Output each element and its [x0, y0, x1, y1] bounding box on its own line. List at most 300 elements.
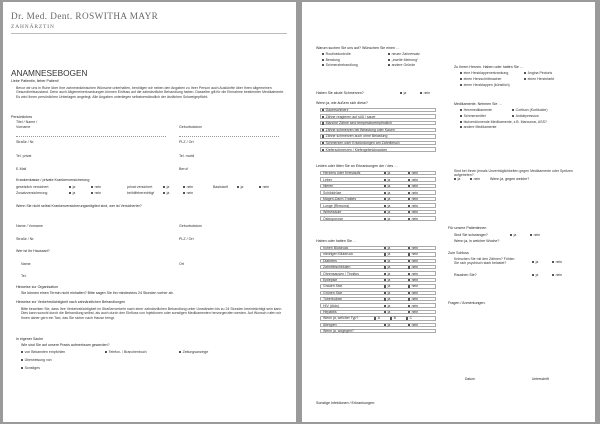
checkbox-icon — [384, 305, 386, 307]
checkbox-label: ja — [387, 184, 391, 189]
pregnant-question: Sind Sie schwanger? — [454, 233, 488, 237]
checkbox-icon — [408, 185, 410, 187]
heart-option[interactable] — [524, 72, 552, 76]
tel-privat-label: Tel. privat — [16, 154, 32, 158]
vorname-label: Vorname — [16, 125, 31, 129]
pregnant-ja-checkbox[interactable]: ja — [510, 234, 516, 238]
gp-tel-label: Tel. — [21, 274, 27, 278]
pain-question: Haben Sie akute Schmerzen? — [316, 91, 364, 95]
gp-question: Wer ist Ihr Hausarzt? — [16, 249, 50, 253]
checkbox-label: nein — [411, 184, 419, 189]
gp-ort-label: Ort — [179, 262, 184, 266]
condition-label: Allergien — [323, 322, 337, 327]
checkbox-icon — [322, 129, 324, 131]
privat-label: privat versichert — [127, 185, 153, 189]
footer-signature-label: Unterschrift — [532, 377, 549, 381]
checkbox-icon — [384, 273, 386, 275]
checkbox-icon — [390, 317, 392, 319]
organisation-text: Sie können einen Termin nicht einhalten? Bitte sagen Sie ihn mindestens 24 Stunden vorher ab. — [21, 291, 174, 295]
condition-row-box — [320, 278, 436, 282]
checkbox-icon — [179, 351, 181, 353]
pain-option[interactable] — [322, 116, 376, 120]
reason-option[interactable] — [388, 64, 415, 68]
condition-nein-checkbox[interactable] — [408, 273, 418, 277]
doctor-name: Dr. Med. Dent. ROSWITHA MAYR — [11, 11, 159, 21]
checkbox-label: von Bekannten empfohlen — [24, 350, 66, 355]
medication-option[interactable] — [460, 126, 496, 130]
basistarif-ja-checkbox[interactable]: ja — [237, 186, 243, 190]
checkbox-icon — [408, 192, 410, 194]
privat-nein-checkbox[interactable]: nein — [183, 186, 193, 190]
pain-option[interactable] — [322, 135, 387, 139]
beihilfe-nein-checkbox[interactable]: nein — [183, 192, 193, 196]
checkbox-icon — [460, 126, 462, 128]
checkbox-label: ja — [387, 290, 391, 295]
protection-q1-ja-checkbox[interactable]: ja — [532, 261, 538, 265]
checkbox-icon — [408, 198, 410, 200]
checkbox-icon — [460, 121, 462, 123]
checkbox-label: ja — [387, 177, 391, 182]
condition-ja-checkbox[interactable] — [384, 247, 390, 251]
heart-option[interactable] — [460, 78, 502, 82]
protection-q1: Knirschen Sie mit den Zähnen? Fühlen Sie sich psychisch stark belastet? — [454, 257, 515, 266]
condition-nein-checkbox[interactable] — [408, 247, 418, 251]
beihilfe-ja-checkbox[interactable]: ja — [163, 192, 169, 196]
checkbox-label: einen Herzschrittmacher — [463, 77, 502, 82]
condition-ja-checkbox[interactable] — [384, 273, 390, 277]
heart-option[interactable] — [460, 72, 508, 76]
checkbox-label: Schmerzen oder Entzündungen am Zahnfleisch — [325, 141, 400, 146]
beruf-label: Beruf — [179, 167, 188, 171]
form-page-1 — [3, 2, 296, 422]
condition-nein-checkbox[interactable] — [408, 292, 418, 296]
checkbox-label: andere Medikamente — [463, 125, 497, 130]
condition-nein-checkbox[interactable] — [408, 253, 418, 257]
checkbox-label: nein — [411, 310, 419, 315]
header-divider — [11, 33, 287, 34]
insured-question: Wenn Sie nicht selbst Krankenversicherungsmitglied sind, wer ist Versicherter? — [16, 204, 142, 208]
checkbox-icon — [322, 59, 324, 61]
checkbox-label: andere Gründe — [391, 63, 416, 68]
checkbox-label: Zähne schmerzen auch ohne Belastung — [325, 134, 388, 139]
condition-ja-checkbox[interactable] — [384, 279, 390, 283]
reason-question: Warum suchen Sie uns auf? Wünschen Sie einen … — [316, 46, 400, 50]
checkbox-label: nein — [411, 210, 419, 215]
checkbox-icon — [384, 179, 386, 181]
condition-ja-checkbox[interactable] — [384, 311, 390, 315]
condition-nein-checkbox[interactable] — [408, 298, 418, 302]
own-heading: In eigener Sache — [16, 337, 44, 341]
disease-nein-checkbox[interactable] — [408, 205, 418, 209]
checkbox-label: nein — [411, 278, 419, 283]
medication-option[interactable] — [460, 115, 486, 119]
checkbox-icon — [408, 260, 410, 262]
checkbox-icon — [460, 109, 462, 111]
condition-ja-checkbox[interactable] — [384, 266, 390, 270]
checkbox-icon — [408, 205, 410, 207]
plz-label: PLZ / Ort — [179, 140, 194, 144]
checkbox-label: Cortison (Kortikoide) — [515, 108, 548, 113]
checkbox-label: ja — [387, 284, 391, 289]
checkbox-icon — [322, 135, 324, 137]
checkbox-label: nein — [411, 290, 419, 295]
checkbox-label: B — [393, 316, 396, 321]
disease-ja-checkbox[interactable] — [384, 172, 390, 176]
condition-nein-checkbox[interactable] — [408, 260, 418, 264]
reason-option[interactable] — [322, 53, 351, 57]
checkbox-icon — [322, 142, 324, 144]
other-label: Sonstige Infektionen / Erkrankungen: — [316, 401, 375, 405]
checkbox-label: Antidepressiva — [515, 114, 539, 119]
condition-ja-checkbox[interactable] — [384, 324, 390, 328]
pain-option[interactable] — [322, 129, 395, 133]
checkbox-icon — [388, 64, 390, 66]
referral-option[interactable] — [21, 351, 65, 355]
condition-label: Hepatitis — [323, 310, 337, 314]
disease-nein-checkbox[interactable] — [408, 198, 418, 202]
condition-ja-checkbox[interactable] — [384, 253, 390, 257]
name-field[interactable] — [16, 136, 166, 137]
personal-heading: Persönliches — [11, 115, 33, 119]
condition-ja-checkbox[interactable] — [384, 260, 390, 264]
checkbox-label: nein — [411, 171, 419, 176]
checkbox-label: blutverdünnende Medikamente, z.B. Marcumar, ASS? — [463, 120, 547, 125]
disease-label: Schilddrüse — [323, 190, 342, 195]
zusatz-label: Zusatzversicherung — [16, 191, 48, 195]
pain-ja-checkbox[interactable]: ja — [400, 92, 406, 96]
pain-option[interactable] — [322, 122, 392, 126]
checkbox-icon — [408, 285, 410, 287]
geburtsdatum-label: Geburtsdatum — [179, 125, 202, 129]
referral-option[interactable] — [21, 359, 52, 363]
disease-ja-checkbox[interactable] — [384, 211, 390, 215]
medication-option[interactable] — [460, 121, 547, 125]
checkbox-label: Manche Zähne sind temperaturempfindlich — [325, 121, 392, 126]
checkbox-icon — [384, 172, 386, 174]
disease-ja-checkbox[interactable] — [384, 218, 390, 222]
checkbox-label: einen Herzinfarkt — [527, 77, 555, 82]
gp-name-label: Name — [21, 262, 31, 266]
basistarif-label: Basistarif — [213, 185, 228, 189]
checkbox-label: Schmerzbehandlung — [325, 63, 358, 68]
insured-strasse-label: Straße / Nr. — [16, 237, 35, 241]
disease-label: Leber — [323, 177, 332, 182]
checkbox-icon — [406, 317, 408, 319]
checkbox-icon — [384, 205, 386, 207]
condition-label: Ohrensausen / Tinnitus — [323, 271, 359, 276]
women-heading: Für unsere Patientinnen — [448, 226, 487, 230]
checkbox-label: ja — [387, 310, 391, 315]
strasse-label: Straße / Nr. — [16, 140, 35, 144]
disease-nein-checkbox[interactable] — [408, 185, 418, 189]
disease-ja-checkbox[interactable] — [384, 185, 390, 189]
checkbox-label: nein — [411, 303, 419, 308]
condition-nein-checkbox[interactable] — [408, 279, 418, 283]
checkbox-label: ja — [387, 258, 391, 263]
condition-ja-checkbox[interactable] — [384, 285, 390, 289]
disease-label: Osteoporose — [323, 216, 344, 221]
checkbox-label: Dauerschmerz — [325, 108, 349, 113]
checkbox-icon — [384, 218, 386, 220]
checkbox-label: ja — [387, 210, 391, 215]
checkbox-icon — [408, 311, 410, 313]
checkbox-label: C — [409, 316, 413, 321]
hepatitis-type-a-checkbox[interactable] — [374, 317, 380, 321]
checkbox-icon — [384, 211, 386, 213]
checkbox-icon — [322, 53, 324, 55]
reason-option[interactable] — [322, 64, 358, 68]
checkbox-icon — [384, 192, 386, 194]
checkbox-label: ja — [387, 265, 391, 270]
checkbox-label: ja — [387, 197, 391, 202]
referral-option[interactable] — [21, 367, 40, 371]
email-label: E-Mail — [16, 167, 27, 171]
condition-nein-checkbox[interactable] — [408, 311, 418, 315]
disease-ja-checkbox[interactable] — [384, 205, 390, 209]
pain-option[interactable] — [322, 109, 348, 113]
checkbox-label: Sonstiges — [24, 366, 40, 371]
disease-label: Wirbelsäule — [323, 210, 342, 214]
condition-label: hohen Blutdruck — [323, 246, 349, 250]
condition-nein-checkbox[interactable] — [408, 266, 418, 270]
checkbox-label: ja — [387, 303, 391, 308]
checkbox-icon — [384, 285, 386, 287]
checkbox-icon — [384, 292, 386, 294]
zusatz-ja-checkbox[interactable]: ja — [69, 192, 75, 196]
checkbox-label: Schmerzmittel — [463, 114, 486, 119]
condition-label: Epilepsie — [323, 278, 338, 282]
referral-option[interactable] — [105, 351, 147, 355]
checkbox-icon — [512, 115, 514, 117]
checkbox-label: A — [377, 316, 380, 321]
heart-option[interactable] — [460, 84, 510, 88]
checkbox-icon — [322, 149, 324, 151]
checkbox-icon — [384, 198, 386, 200]
drug-reaction-ja-checkbox[interactable]: ja — [454, 178, 460, 182]
medication-option[interactable] — [512, 115, 539, 119]
reason-option[interactable] — [322, 59, 340, 63]
checkbox-icon — [384, 247, 386, 249]
disease-ja-checkbox[interactable] — [384, 198, 390, 202]
checkbox-label: ja — [387, 322, 391, 327]
birthdate-field[interactable] — [179, 136, 279, 137]
questions-label: Fragen / Anmerkungen: — [448, 301, 486, 305]
checkbox-label: nein — [411, 246, 419, 251]
checkbox-icon — [408, 298, 410, 300]
checkbox-icon — [384, 311, 386, 313]
protection-q1-nein-checkbox[interactable]: nein — [552, 261, 562, 265]
checkbox-label: nein — [411, 265, 419, 270]
checkbox-label: nein — [411, 203, 419, 208]
checkbox-label: ja — [387, 171, 391, 176]
checkbox-label: Herzmedikamente — [463, 108, 492, 113]
organisation-heading: Hinweise zur Organisation — [16, 285, 58, 289]
protection-q2-nein-checkbox[interactable]: nein — [552, 274, 562, 278]
drug-reaction-question: Sind bei Ihnen jemals Unverträglichkeiten gegen Medikamente oder Spritzen aufgetreten? — [454, 169, 573, 178]
gesetzlich-nein-checkbox[interactable]: nein — [91, 186, 101, 190]
diseases-question: Leiden oder litten Sie an Erkrankungen der / des … — [316, 164, 398, 168]
pain-option[interactable] — [322, 142, 400, 146]
doctor-role: ZAHNÄRZTIN — [11, 24, 55, 30]
checkbox-icon — [460, 84, 462, 86]
checkbox-label: nein — [411, 252, 419, 257]
checkbox-label: ja — [387, 252, 391, 257]
condition-label: Grauen Star — [323, 284, 343, 289]
checkbox-label: nein — [411, 271, 419, 276]
insured-name-label: Name / Vorname — [16, 224, 43, 228]
checkbox-icon — [408, 247, 410, 249]
condition-ja-checkbox[interactable] — [384, 298, 390, 302]
disease-label: Herzens oder Kreislaufs — [323, 171, 361, 175]
form-page-2 — [302, 2, 595, 422]
checkbox-label: Beratung — [325, 57, 340, 62]
checkbox-label: ja — [387, 203, 391, 208]
disease-row-box — [320, 184, 436, 188]
checkbox-label: Telefon- / Branchenbuch — [108, 350, 147, 355]
titel-name-label: Titel / Name / — [16, 120, 38, 124]
disease-label: Nieren — [323, 184, 334, 188]
checkbox-label: Routinekontrolle — [325, 52, 351, 57]
footer-date-label: Datum — [465, 377, 475, 381]
checkbox-icon — [21, 367, 23, 369]
condition-label: HIV (Aids) — [323, 303, 339, 308]
meds-question: Medikamente. Nehmen Sie … — [454, 102, 502, 106]
disease-row-box — [320, 177, 436, 181]
checkbox-icon — [408, 273, 410, 275]
own-question: Wie sind Sie auf unsere Praxis aufmerksam geworden? — [21, 343, 110, 347]
disease-ja-checkbox[interactable] — [384, 192, 390, 196]
which-week-question: Wenn ja, in welcher Woche? — [454, 239, 500, 243]
pregnant-nein-checkbox[interactable]: nein — [530, 234, 540, 238]
checkbox-icon — [384, 260, 386, 262]
disease-nein-checkbox[interactable] — [408, 192, 418, 196]
hepatitis-type-b-checkbox[interactable] — [390, 317, 396, 321]
pain-nein-checkbox[interactable]: nein — [420, 92, 430, 96]
privat-ja-checkbox[interactable]: ja — [163, 186, 169, 190]
disease-ja-checkbox[interactable] — [384, 179, 390, 183]
protection-q2-ja-checkbox[interactable]: ja — [532, 274, 538, 278]
checkbox-icon — [408, 211, 410, 213]
condition-label: Wenn ja, wogegen? — [323, 329, 354, 334]
checkbox-icon — [524, 72, 526, 74]
checkbox-label: Überweisung von — [24, 358, 52, 363]
insured-birthdate-label: Geburtsdatum — [179, 224, 202, 228]
checkbox-icon — [512, 109, 514, 111]
checkbox-icon — [322, 64, 324, 66]
checkbox-label: nein — [411, 190, 419, 195]
disease-nein-checkbox[interactable] — [408, 179, 418, 183]
page-title: ANAMNESEBOGEN — [11, 68, 88, 78]
checkbox-label: einen Herzklappen (künstlich) — [463, 83, 510, 88]
reason-option[interactable] — [388, 53, 420, 57]
condition-label: Tuberkulose — [323, 297, 343, 302]
condition-label: niedrigen Blutdruck — [323, 252, 353, 257]
checkbox-icon — [384, 279, 386, 281]
questions-textarea[interactable] — [448, 308, 578, 374]
checkbox-label: Zeitungsanzeige — [182, 350, 209, 355]
checkbox-icon — [408, 179, 410, 181]
basistarif-nein-checkbox[interactable]: nein — [259, 186, 269, 190]
pain-where: Wenn ja, wie äußern sich diese? — [316, 101, 368, 105]
condition-row-box — [320, 310, 436, 314]
gesetzlich-ja-checkbox[interactable]: ja — [69, 186, 75, 190]
checkbox-label: ja — [387, 271, 391, 276]
disease-label: Magen-Darm-Traktes — [323, 197, 357, 201]
checkbox-icon — [322, 109, 324, 111]
condition-nein-checkbox[interactable] — [408, 305, 418, 309]
checkbox-label: nein — [411, 322, 419, 327]
zusatz-nein-checkbox[interactable]: nein — [91, 192, 101, 196]
referral-option[interactable] — [179, 351, 208, 355]
checkbox-icon — [524, 78, 526, 80]
checkbox-icon — [460, 115, 462, 117]
checkbox-label: eine Herzklappenerkrankung — [463, 71, 509, 76]
gesetzlich-label: gesetzlich versichert — [16, 185, 49, 189]
condition-label: Wenn ja, welcher Typ? — [323, 316, 359, 321]
checkbox-icon — [408, 292, 410, 294]
checkbox-icon — [408, 305, 410, 307]
checkbox-label: „zweite Meinung“ — [391, 57, 419, 62]
conditions-question: Haben oder hatten Sie … — [316, 239, 357, 243]
greeting: Liebe Patientin, lieber Patient! — [11, 79, 59, 83]
pain-option[interactable] — [322, 149, 387, 153]
heart-question: Zu Ihrem Herzen. Haben oder hatten Sie … — [454, 65, 524, 69]
traffic-text: Bitte beachten Sie, dass Ihre Verkehrstüchtigkeit im Straßenverkehr nach einer zahnärztlichen Behandlung unter Umständen bis zu 24 Stunden beeinträchtigt sein kann. Dies kann sowohl durch die Behandlung selbst, als auch durch den Einfluss von Injektionen oder sonstigen Medikamenten hervorgerufen werden. Auf Wunsch rufen wir Ihnen daher gern ein Taxi, das Sie sicher nach Hause bringt. — [21, 307, 283, 320]
tel-mobil-label: Tel. mobil — [179, 154, 195, 158]
checkbox-label: nein — [411, 216, 419, 221]
checkbox-icon — [384, 324, 386, 326]
checkbox-icon — [374, 317, 376, 319]
hepatitis-type-c-checkbox[interactable] — [406, 317, 412, 321]
condition-nein-checkbox[interactable] — [408, 285, 418, 289]
checkbox-label: nein — [411, 284, 419, 289]
disease-nein-checkbox[interactable] — [408, 211, 418, 215]
checkbox-label: Zähne reagieren auf süß / sauer — [325, 114, 376, 119]
medication-option[interactable] — [460, 109, 492, 113]
reason-option[interactable] — [388, 59, 418, 63]
disease-label: Lunge (Rheuma) — [323, 203, 350, 208]
checkbox-label: ja — [387, 190, 391, 195]
checkbox-label: nein — [411, 197, 419, 202]
checkbox-icon — [322, 122, 324, 124]
checkbox-label: nein — [411, 177, 419, 182]
condition-row-box — [320, 323, 436, 327]
checkbox-icon — [408, 218, 410, 220]
disease-nein-checkbox[interactable] — [408, 172, 418, 176]
checkbox-label: Kieferschmerzen / Kiefergelenkknacken — [325, 147, 388, 152]
checkbox-label: ja — [387, 278, 391, 283]
beihilfe-label: beihilfeberechtigt — [127, 191, 155, 195]
condition-nein-checkbox[interactable] — [408, 324, 418, 328]
medication-option[interactable] — [512, 109, 547, 113]
protection-q2: Rauchen Sie? — [454, 273, 477, 277]
checkbox-icon — [21, 359, 23, 361]
checkbox-icon — [384, 185, 386, 187]
insurance-heading: Krankenkasse / private Krankenversicherung — [16, 178, 90, 182]
drug-reaction-nein-checkbox[interactable]: nein — [470, 178, 480, 182]
checkbox-label: ja — [387, 246, 391, 251]
insured-plz-label: PLZ / Ort — [179, 237, 194, 241]
heart-option[interactable] — [524, 78, 554, 82]
condition-ja-checkbox[interactable] — [384, 292, 390, 296]
checkbox-label: neuen Zahnersatz — [391, 52, 420, 57]
checkbox-icon — [408, 324, 410, 326]
checkbox-icon — [388, 53, 390, 55]
drug-reaction-followup: Wenn ja, gegen welche? — [490, 177, 530, 181]
disease-nein-checkbox[interactable] — [408, 218, 418, 222]
condition-ja-checkbox[interactable] — [384, 305, 390, 309]
intro-text: Bevor wir uns in Ruhe über Ihre zahnmedizinischen Wünsche unterhalten, benötigen wir neben den Angaben zu Ihrer Person auch Auskünfte über Ihren allgemeinen Gesundheitszustand. Denn auch Allgemeinerkrankungen können Einfluss auf die zahnärztliche Behandlung haben. Dasselbe gilt für die Einnahme bestimmter Medikamente. Es wird Ihnen persönlichen Unterlagen angelegt. Alle Angaben unterliegen selbstverständlich der ärztlichen Schweigepflicht. — [16, 86, 285, 99]
